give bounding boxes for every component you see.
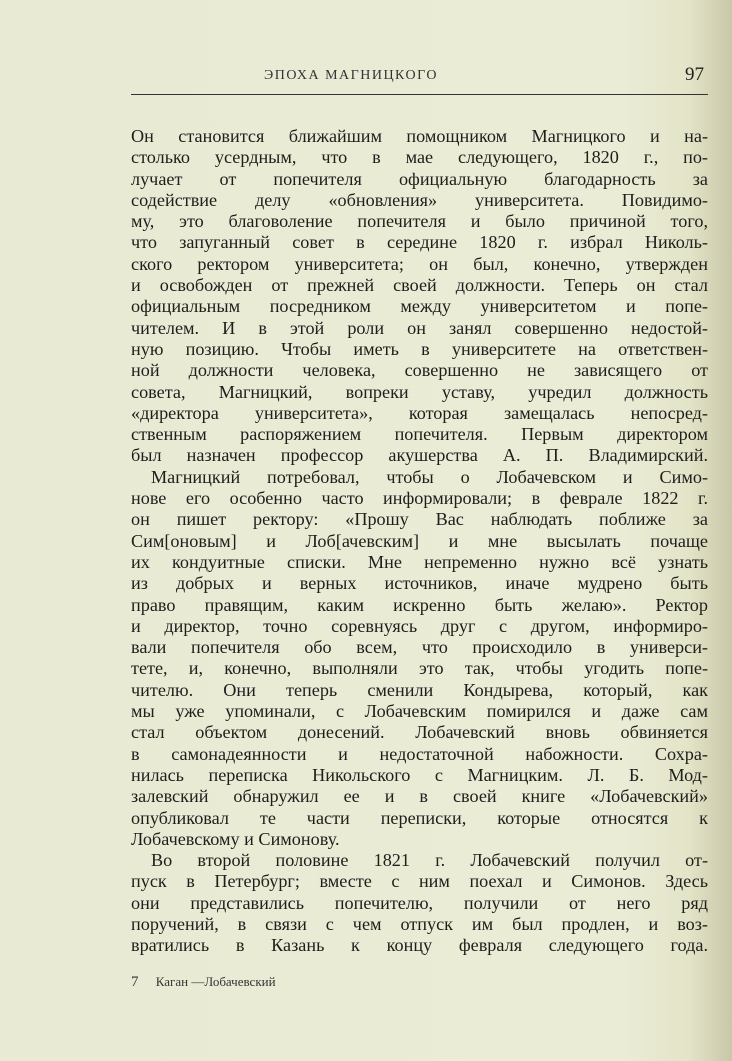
text-line: Во второй половине 1821 г. Лобачевский получил от- <box>151 850 708 871</box>
text-line: Магницкий потребовал, чтобы о Лобачевском и Симо- <box>151 466 708 487</box>
text-line: что запуганный совет в середине 1820 г. избрал Николь- <box>131 232 708 253</box>
text-line: «директора университета», которая замещалась непосред- <box>131 402 708 423</box>
header-rule <box>131 94 708 95</box>
text-line: содействие делу «обновления» университета. Повидимо- <box>131 189 708 210</box>
text-line: нилась переписка Никольского с Магницким. Л. Б. Мод- <box>131 764 708 785</box>
text-line: нове его особенно часто информировали; в феврале 1822 г. <box>131 488 708 509</box>
paragraph <box>131 467 708 850</box>
text-line: был назначен профессор акушерства А. П. Владимирский. <box>131 445 708 466</box>
text-line: из добрых и верных источников, иначе мудрено быть <box>131 573 708 594</box>
body-text <box>131 126 708 957</box>
text-line: столько усердным, что в мае следующего, 1820 г., по- <box>131 147 708 168</box>
signature-mark: 7 <box>131 974 139 990</box>
text-line: вратились в Казань к концу февраля следующего года. <box>131 935 708 956</box>
page-number: 97 <box>685 64 704 85</box>
text-line: и освобожден от прежней своей должности. Теперь он стал <box>131 275 708 296</box>
text-line: опубликовал те части переписки, которые относятся к <box>131 807 708 828</box>
text-line: они представились попечителю, получили от него ряд <box>131 892 708 913</box>
page-header <box>131 64 708 94</box>
footer-text: Каган —Лобачевский <box>155 974 276 989</box>
text-line: тете, и, конечно, выполняли это так, чтобы угодить попе- <box>131 658 708 679</box>
running-title: ЭПОХА МАГНИЦКОГО <box>263 68 439 83</box>
text-line: в самонадеянности и недостаточной набожности. Сохра- <box>131 743 708 764</box>
text-line: официальным посредником между университетом и попе- <box>131 296 708 317</box>
text-line: Он становится ближайшим помощником Магницкого и на- <box>131 126 708 146</box>
text-line: право правящим, каким искренно быть желаю». Ректор <box>131 594 708 615</box>
text-line: чителем. И в этой роли он занял совершенно недостой- <box>131 317 708 338</box>
text-line: чителю. Они теперь сменили Кондырева, который, как <box>131 679 708 700</box>
text-line: он пишет ректору: «Прошу Вас наблюдать поближе за <box>131 509 708 530</box>
text-line: залевский обнаружил ее и в своей книге «Лобачевский» <box>131 786 708 807</box>
text-line: ского ректором университета; он был, конечно, утвержден <box>131 253 708 274</box>
text-line: ной должности человека, совершенно не зависящего от <box>131 360 708 381</box>
text-line: стал объектом донесений. Лобачевский вновь обвиняется <box>131 722 708 743</box>
text-line: Сим[оновым] и Лоб[ачевским] и мне высылать почаще <box>131 530 708 551</box>
text-line: и директор, точно соревнуясь друг с другом, информиро- <box>131 615 708 636</box>
text-line: ственным распоряжением попечителя. Первым директором <box>131 424 708 445</box>
text-line: ную позицию. Чтобы иметь в университете на ответствен- <box>131 338 708 359</box>
text-line: поручений, в связи с чем отпуск им был продлен, и воз- <box>131 913 708 934</box>
text-line: их кондуитные списки. Мне непременно нужно всё узнать <box>131 551 708 572</box>
text-line: лучает от попечителя официальную благодарность за <box>131 168 708 189</box>
text-line: совета, Магницкий, вопреки уставу, учредил должность <box>131 381 708 402</box>
page-footer <box>131 974 276 991</box>
text-line: мы уже упоминали, с Лобачевским помирился и даже сам <box>131 701 708 722</box>
paragraph <box>131 126 708 467</box>
text-line: Лобачевскому и Симонову. <box>131 828 340 849</box>
text-line: пуск в Петербург; вместе с ним поехал и Симонов. Здесь <box>131 871 708 892</box>
text-line: му, это благоволение попечителя и было причиной того, <box>131 211 708 232</box>
paragraph <box>131 850 708 956</box>
text-line: вали попечителя обо всем, что происходило в универси- <box>131 637 708 658</box>
